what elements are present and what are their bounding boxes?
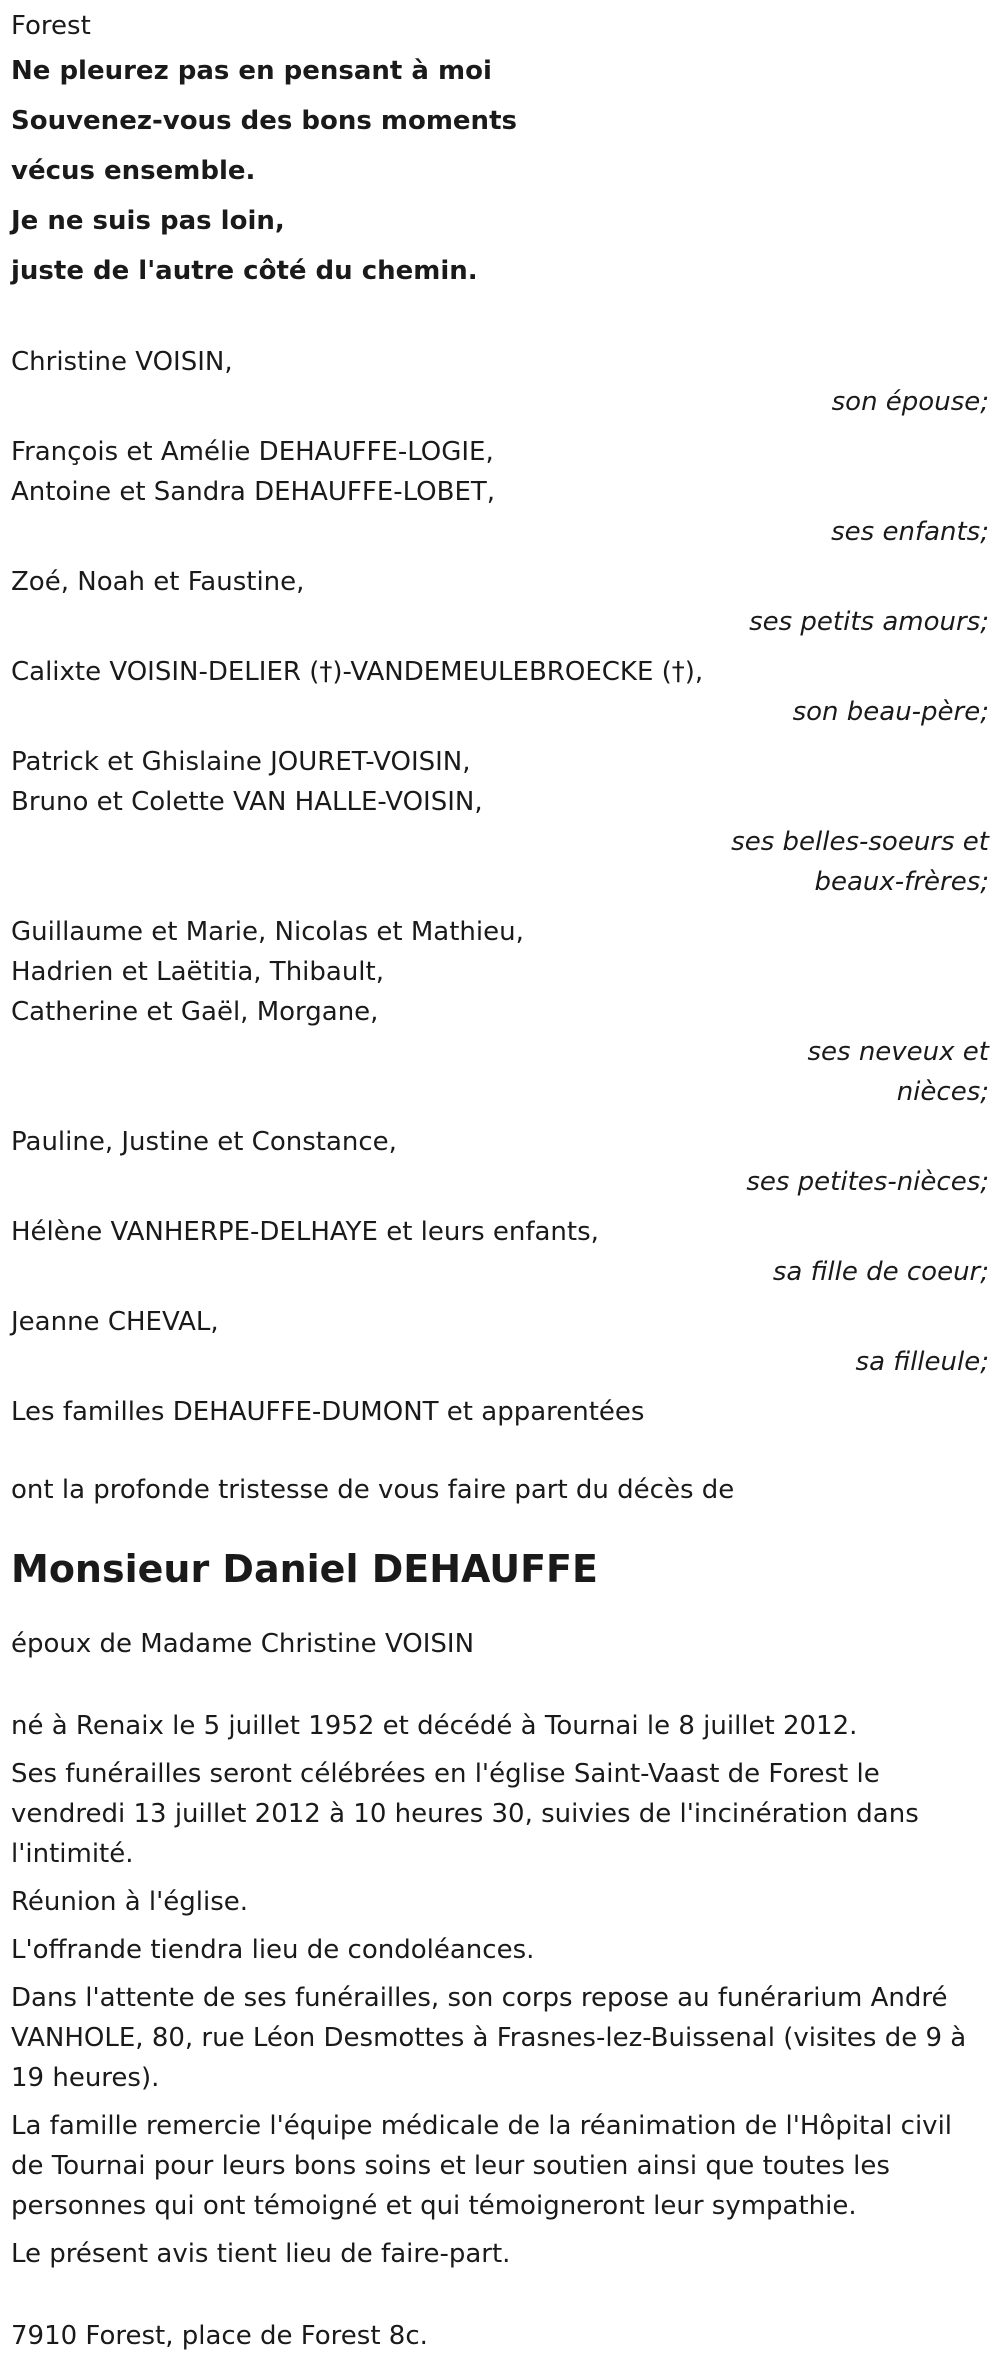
deceased-name: Monsieur Daniel DEHAUFFE <box>11 1547 598 1591</box>
birth-death-line: né à Renaix le 5 juillet 1952 et décédé à Tournai le 8 juillet 2012. <box>11 1711 858 1741</box>
family-group <box>11 652 989 732</box>
thanks-paragraph: La famille remercie l'équipe médicale de la réanimation de l'Hôpital civil de Tournai pour leurs bons soins et leur soutien ainsi que toutes les personnes qui ont témoigné et qui témoigneront leur sympathie. <box>11 2111 953 2221</box>
family-role: son épouse; <box>831 387 989 417</box>
funerarium-paragraph: Dans l'attente de ses funérailles, son corps repose au funérarium André VANHOLE, 80, rue Léon Desmottes à Frasnes-lez-Buissenal (visites de 9 à 19 heures). <box>11 1983 967 2093</box>
family-group <box>11 1122 989 1202</box>
town-heading: Forest <box>11 11 91 41</box>
family-role: sa fille de coeur; <box>772 1257 989 1287</box>
family-name: Catherine et Gaël, Morgane, <box>11 997 379 1027</box>
poem <box>11 46 989 296</box>
notice-paragraph: Le présent avis tient lieu de faire-part. <box>11 2239 511 2269</box>
obituary-notice <box>0 6 1000 2356</box>
poem-line: juste de l'autre côté du chemin. <box>11 256 478 286</box>
family-group <box>11 342 989 422</box>
family-role: sa filleule; <box>855 1347 989 1377</box>
family-role: son beau-père; <box>792 697 989 727</box>
family-group <box>11 1302 989 1382</box>
announcement: ont la profonde tristesse de vous faire part du décès de <box>11 1475 735 1505</box>
poem-line: Je ne suis pas loin, <box>11 206 285 236</box>
families-line: Les familles DEHAUFFE-DUMONT et apparentées <box>11 1397 645 1427</box>
family-name: Patrick et Ghislaine JOURET-VOISIN, <box>11 747 471 777</box>
family-group <box>11 1212 989 1292</box>
family-name: Christine VOISIN, <box>11 347 233 377</box>
family-name: Antoine et Sandra DEHAUFFE-LOBET, <box>11 477 496 507</box>
family-name: Jeanne CHEVAL, <box>11 1307 219 1337</box>
family-group <box>11 912 989 1112</box>
poem-line: Ne pleurez pas en pensant à moi <box>11 56 492 86</box>
poem-line: Souvenez-vous des bons moments <box>11 106 517 136</box>
family-role-line: nièces; <box>896 1077 989 1107</box>
family-group <box>11 742 989 902</box>
family-role-line: ses neveux et <box>807 1037 989 1067</box>
family-list <box>11 342 989 1432</box>
family-group <box>11 432 989 552</box>
family-role: ses enfants; <box>831 517 989 547</box>
family-name: Bruno et Colette VAN HALLE-VOISIN, <box>11 787 483 817</box>
family-role <box>789 1032 989 1112</box>
family-name: Hélène VANHERPE-DELHAYE et leurs enfants, <box>11 1217 599 1247</box>
family-role-line: ses belles-soeurs et <box>731 827 989 857</box>
family-role <box>729 822 989 902</box>
address: 7910 Forest, place de Forest 8c. <box>11 2321 428 2351</box>
poem-line: vécus ensemble. <box>11 156 256 186</box>
funeral-paragraph: Ses funérailles seront célébrées en l'église Saint-Vaast de Forest le vendredi 13 juillet 2012 à 10 heures 30, suivies de l'incinération dans l'intimité. <box>11 1759 919 1869</box>
family-name: Zoé, Noah et Faustine, <box>11 567 305 597</box>
meeting-paragraph: Réunion à l'église. <box>11 1887 249 1917</box>
family-name: Pauline, Justine et Constance, <box>11 1127 397 1157</box>
family-name: François et Amélie DEHAUFFE-LOGIE, <box>11 437 494 467</box>
family-name: Hadrien et Laëtitia, Thibault, <box>11 957 384 987</box>
family-name: Calixte VOISIN-DELIER (†)-VANDEMEULEBROECKE (†), <box>11 657 704 687</box>
offering-paragraph: L'offrande tiendra lieu de condoléances. <box>11 1935 535 1965</box>
family-role-line: beaux-frères; <box>814 867 989 897</box>
spouse-line: époux de Madame Christine VOISIN <box>11 1629 475 1659</box>
family-name: Guillaume et Marie, Nicolas et Mathieu, <box>11 917 524 947</box>
family-role: ses petits amours; <box>749 607 989 637</box>
family-role: ses petites-nièces; <box>746 1167 989 1197</box>
family-group <box>11 562 989 642</box>
